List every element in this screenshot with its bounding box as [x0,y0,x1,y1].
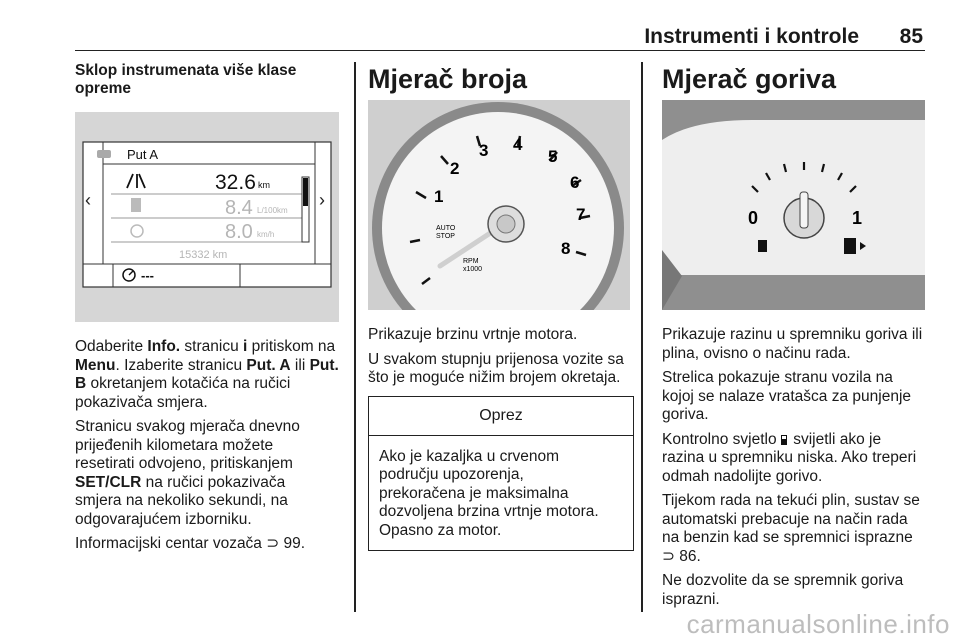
display-row1-unit: km [258,180,270,190]
paragraph-driver-info: Informacijski centar vozača ⊃ 99. [75,535,306,552]
display-heading: Put A [127,147,159,162]
header-title: Instrumenti i kontrole [644,25,859,48]
fuel-gauge-figure [662,100,925,310]
section-title-tachometer: Mjerač broja [368,64,528,94]
display-left-arrow: ‹ [85,190,91,210]
paragraph-engine-speed: Prikazuje brzinu vrtnje motora. [368,326,578,343]
caution-title: Oprez [369,397,633,436]
display-row2-value: 8.4 [225,197,253,219]
display-row1-value: 32.6 [215,171,256,194]
paragraph-reset: Stranicu svakog mjerača dnevno prijeđenih kilometara možete resetirati odvojeno, pritiskanjem SET/CLR na ručici pokazivača smjera na nekoliko sekundi, na odgovarajućem izborniku. [75,418,300,528]
watermark: carmanualsonline.info [686,609,950,639]
display-row3-value: 8.0 [225,221,253,243]
display-row2-unit: L/100km [257,206,288,215]
fuel-warning-icon [781,434,789,445]
paragraph-gear-advice: U svakom stupnju prijenosa vozite sa što je moguće nižim brojem okretaja. [368,350,624,386]
paragraph-empty-tank: Ne dozvolite da se spremnik goriva isprazni. [662,572,904,608]
section-title-fuel-gauge: Mjerač goriva [662,64,837,94]
column-3 [662,62,932,96]
tacho-number-8: 8 [561,239,571,258]
tacho-number-7: 7 [576,205,586,224]
section-title-cluster: Sklop instrumenata više klase opreme [75,62,297,97]
tacho-number-6: 6 [570,173,580,192]
column-divider-1 [354,62,356,612]
tachometer-figure [368,100,630,310]
column-3-body [662,326,932,615]
caution-text: Ako je kazaljka u crvenom području upozorenja, prekoračena je maksimalna dozvoljena brzina vrtnje motora. Opasno za motor. [379,447,599,539]
rpm-label: RPM [463,258,479,265]
x1000-label: x1000 [463,266,483,273]
tacho-number-5: 5 [548,147,558,166]
info-icon: i [243,338,248,355]
paragraph-info-page: Odaberite Info. stranicu i pritiskom na Menu. Izaberite stranicu Put. A ili Put. B okretanjem kotačića na ručici pokazivača smjera. [75,338,339,411]
paragraph-arrow-side: Strelica pokazuje stranu vozila na kojoj se nalaze vratašca za punjenje goriva. [662,369,912,423]
column-1-body [75,338,345,560]
tacho-number-1: 1 [434,187,444,206]
page-number: 85 [899,25,923,48]
tacho-number-4: 4 [513,135,523,154]
display-odometer: 15332 km [179,249,228,261]
column-1 [75,62,343,98]
auto-label: AUTO [436,225,456,232]
reference-arrow-icon: ⊃ [266,535,284,552]
cluster-display-figure [75,112,339,322]
caution-box [368,396,634,552]
fuel-full-label: 1 [852,208,863,228]
display-bottom-text: --- [141,268,154,283]
paragraph-lpg: Tijekom rada na tekući plin, sustav se automatski prebacuje na način rada na benzin kad se spremnici isprazne ⊃ 86. [662,492,920,565]
column-2-body [368,326,634,551]
page-header [75,0,925,51]
tacho-number-3: 3 [479,141,489,160]
paragraph-fuel-level: Prikazuje razinu u spremniku goriva ili plina, ovisno o načinu rada. [662,326,923,362]
fuel-zero-label: 0 [748,208,759,228]
display-right-arrow: › [319,190,325,210]
paragraph-warning-light: Kontrolno svjetlo svijetli ako je razina u spremniku niska. Ako treperi odmah nadolijte gorivo. [662,430,917,485]
stop-label: STOP [436,233,455,240]
reference-arrow-icon: ⊃ [662,547,680,565]
display-row3-unit: km/h [257,230,275,239]
tacho-number-2: 2 [450,159,460,178]
column-divider-2 [641,62,643,612]
